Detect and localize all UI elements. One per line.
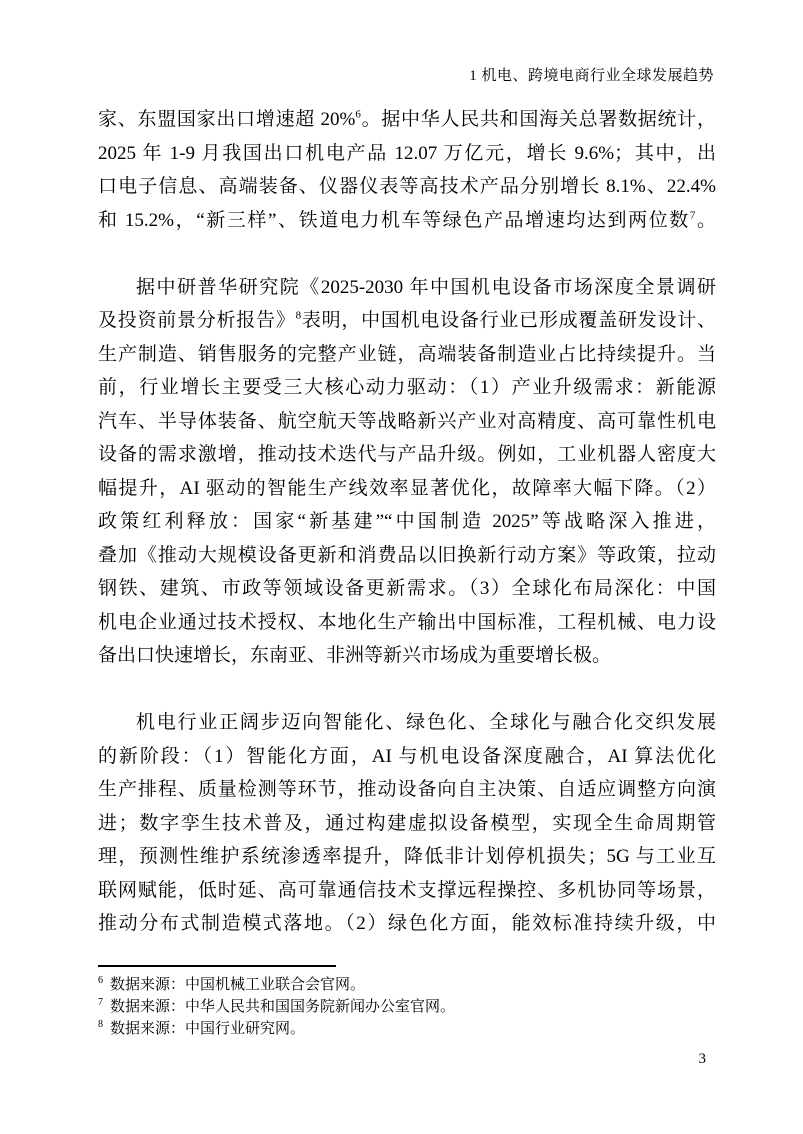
footnote-text: 数据来源：中国行业研究网。 [110,1021,306,1037]
document-body [98,103,716,941]
text-line: 机电行业正阔步迈向智能化、绿色化、全球化与融合化交织发展 [136,712,716,733]
text-line: 备出口快速增长，东南亚、非洲等新兴市场成为重要增长极。 [98,645,612,666]
paragraph [98,271,716,673]
text-line: 机电企业通过技术授权、本地化生产输出中国标准，工程机械、电力设 [98,611,716,633]
text-line: 生产制造、销售服务的完整产业链，高端装备制造业占比持续提升。当 [98,343,716,365]
page-number: 3 [698,1051,706,1067]
footnotes-section [98,974,716,1040]
text-line: 汽车、半导体装备、航空航天等战略新兴产业对高精度、高可靠性机电 [98,410,716,432]
paragraph [98,103,716,237]
footnote-ref: 8 [295,309,302,322]
text-line: 政策红利释放：国家“新基建”“中国制造 2025”等战略深入推进， [98,511,716,532]
header-title: 1 机电、跨境电商行业全球发展趋势 [469,68,714,84]
text-line: 推动分布式制造模式落地。（2）绿色化方面，能效标准持续升级，中 [98,913,716,934]
text-line: 联网赋能，低时延、高可靠通信技术支撑远程操控、多机协同等场景， [98,879,716,901]
footnote-item [98,974,716,996]
text-line: 设备的需求激增，推动技术迭代与产品升级。例如，工业机器人密度大 [98,444,716,465]
footnote-text: 数据来源：中华人民共和国国务院新闻办公室官网。 [110,999,456,1015]
text-line: 和 15.2%，“新三样”、铁道电力机车等绿色产品增速均达到两位数$^7$。 [98,209,716,231]
page-footer [699,1048,707,1070]
footnote-marker: 8 [98,1019,103,1030]
text-line: 家、东盟国家出口增速超 20%$^6$。据中华人民共和国海关总署数据统计， [98,108,716,130]
text-line: 前，行业增长主要受三大核心动力驱动：（1）产业升级需求：新能源 [98,377,716,398]
text-line: 及投资前景分析报告》$^8$表明，中国机电设备行业已形成覆盖研发设计、 [98,309,716,331]
footnote-item [98,996,716,1018]
text-line: 生产排程、质量检测等环节，推动设备向自主决策、自适应调整方向演 [98,779,716,800]
text-line: 幅提升，AI 驱动的智能生产线效率显著优化，故障率大幅下降。（2） [98,477,716,499]
footnote-item [98,1018,716,1040]
paragraph [98,706,716,941]
text-line: 2025 年 1-9 月我国出口机电产品 12.07 万亿元，增长 9.6%；其中，出 [98,142,716,164]
text-line: 据中研普华研究院《2025-2030 年中国机电设备市场深度全景调研 [136,276,716,298]
text-line: 口电子信息、高端装备、仪器仪表等高技术产品分别增长 8.1%、22.4% [98,176,716,197]
text-line: 理，预测性维护系统渗透率提升，降低非计划停机损失；5G 与工业互 [98,846,716,867]
footnote-ref: 6 [355,108,361,121]
text-line: 的新阶段：（1）智能化方面，AI 与机电设备深度融合，AI 算法优化 [98,745,716,767]
footnote-marker: 7 [98,997,103,1008]
footnote-marker: 6 [98,975,103,986]
footnote-text: 数据来源：中国机械工业联合会官网。 [110,977,366,993]
text-line: 叠加《推动大规模设备更新和消费品以旧换新行动方案》等政策，拉动 [98,544,716,566]
page-header [98,66,714,86]
text-line: 进；数字孪生技术普及，通过构建虚拟设备模型，实现全生命周期管 [98,812,716,834]
footnote-ref: 7 [689,209,696,222]
text-line: 钢铁、建筑、市政等领域设备更新需求。（3）全球化布局深化：中国 [98,578,716,599]
footnote-separator [98,965,336,967]
